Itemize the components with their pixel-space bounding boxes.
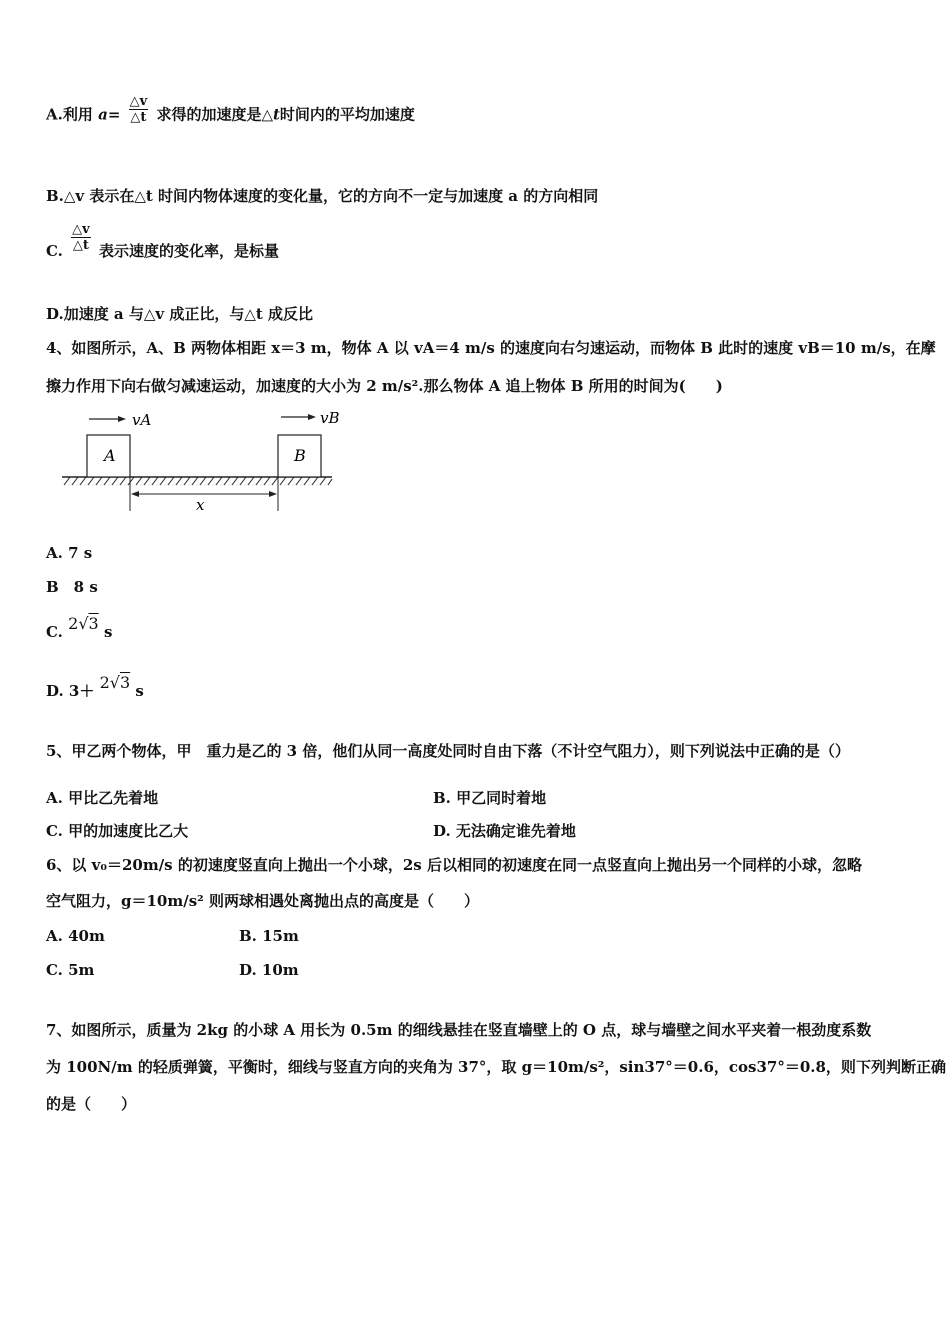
velocity-b-label: vB — [320, 409, 340, 427]
q4-option-c-prefix: C. — [46, 623, 63, 641]
q5-option-d: D. 无法确定谁先着地 — [433, 822, 576, 840]
q3-fraction-a — [129, 94, 149, 125]
q7-stem-line1: 7、如图所示，质量为 2kg 的小球 A 用长为 0.5m 的细线悬挂在竖直墙壁上的 O 点，球与墙壁之间水平夹着一根劲度系数 — [46, 1021, 872, 1039]
q4-option-a: A. 7 s — [46, 544, 93, 562]
q4-option-d-sqrt: 2√3 — [99, 673, 131, 692]
q4-stem-line1: 4、如图所示，A、B 两物体相距 x＝3 m，物体 A 以 vA＝4 m/s 的速度向右匀速运动，而物体 B 此时的速度 vB＝10 m/s，在摩 — [46, 339, 936, 357]
q5-option-b: B. 甲乙同时着地 — [433, 789, 547, 807]
q4-option-d — [46, 673, 144, 701]
q3-option-a — [46, 94, 415, 131]
q5-option-a: A. 甲比乙先着地 — [46, 789, 159, 807]
sqrt-coefficient: 2 — [68, 614, 79, 633]
sqrt-coefficient: 2 — [99, 673, 110, 692]
distance-label: x — [196, 496, 205, 514]
q6-option-d: D. 10m — [239, 961, 299, 979]
sqrt-radicand: 3 — [88, 614, 99, 633]
q3-option-c — [46, 222, 279, 260]
fraction-denominator: △t — [72, 238, 89, 253]
q3-option-c-text: 表示速度的变化率，是标量 — [98, 241, 279, 260]
block-b-label: B — [294, 446, 306, 465]
q5-option-c: C. 甲的加速度比乙大 — [46, 822, 189, 840]
q3-option-a-eq: = — [107, 105, 121, 124]
q3-option-b: B.△v 表示在△t 时间内物体速度的变化量，它的方向不一定与加速度 a 的方向相同 — [46, 187, 599, 205]
ground-hatching — [64, 477, 332, 485]
block-a-label: A — [104, 446, 116, 465]
fraction-numerator: △v — [72, 222, 90, 237]
sqrt-radicand: 3 — [119, 673, 131, 692]
q6-stem-line2: 空气阻力，g＝10m/s² 则两球相遇处离抛出点的高度是（ ） — [46, 892, 479, 910]
q5-stem: 5、甲乙两个物体，甲 重力是乙的 3 倍，他们从同一高度处同时自由下落（不计空气阻力），则下列说法中正确的是（） — [46, 742, 850, 760]
velocity-a-label: vA — [132, 411, 152, 429]
q4-stem-line2: 擦力作用下向右做匀减速运动，加速度的大小为 2 m/s².那么物体 A 追上物体 B 所用的时间为( ) — [46, 377, 723, 395]
q6-option-b: B. 15m — [239, 927, 299, 945]
distance-arrow-right — [269, 491, 277, 497]
q4-figure — [56, 405, 341, 515]
velocity-b-arrowhead — [308, 414, 316, 420]
q4-option-c-unit: s — [103, 623, 113, 641]
fraction-numerator: △v — [129, 94, 148, 109]
q4-option-b: B 8 s — [46, 578, 98, 596]
fraction-denominator: △t — [130, 110, 147, 125]
q3-option-c-prefix: C. — [46, 241, 63, 260]
q3-option-a-tail: 时间内的平均加速度 — [279, 105, 415, 124]
velocity-a-arrowhead — [118, 416, 126, 422]
q6-option-c: C. 5m — [46, 961, 95, 979]
q7-stem-line3: 的是（ ） — [46, 1095, 137, 1113]
q6-option-a: A. 40m — [46, 927, 105, 945]
q4-option-c-sqrt: 2√3 — [68, 614, 99, 633]
q3-option-a-var: a — [98, 105, 108, 124]
q6-stem-line1: 6、以 v₀＝20m/s 的初速度竖直向上抛出一个小球，2s 后以相同的初速度在同一点竖直向上抛出另一个同样的小球，忽略 — [46, 856, 862, 874]
distance-arrow-left — [131, 491, 139, 497]
q3-fraction-c — [71, 222, 91, 253]
q4-option-c — [46, 614, 113, 642]
q3-option-a-t: t — [272, 105, 280, 124]
q7-stem-line2: 为 100N/m 的轻质弹簧，平衡时，细线与竖直方向的夹角为 37°，取 g＝10m/s²，sin37°＝0.6，cos37°＝0.8，则下列判断正确 — [46, 1058, 946, 1076]
q3-option-d: D.加速度 a 与△v 成正比，与△t 成反比 — [46, 305, 314, 323]
q3-option-a-prefix: A.利用 — [46, 105, 99, 124]
q4-option-d-prefix: D. 3＋ — [46, 682, 95, 700]
q4-option-d-unit: s — [135, 682, 144, 700]
q3-option-a-text: 求得的加速度是△ — [156, 105, 273, 124]
